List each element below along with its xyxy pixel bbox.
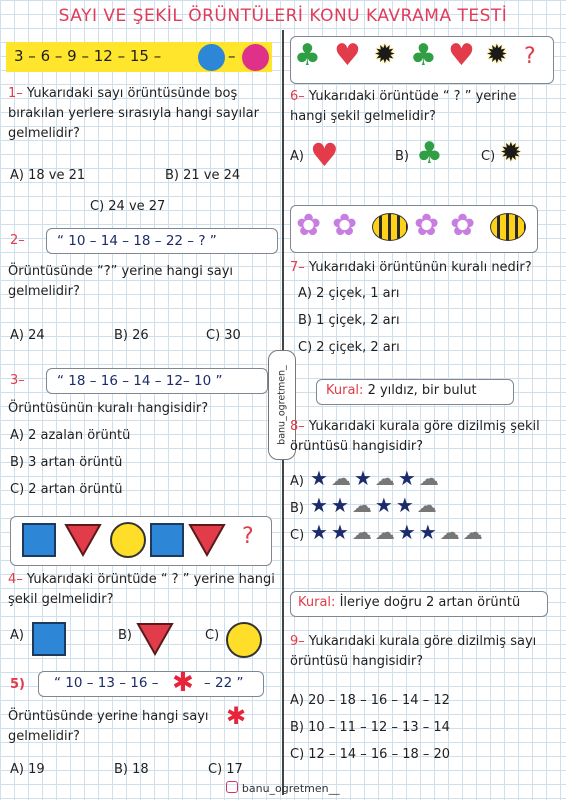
cloud-icon: ☁ <box>439 520 463 544</box>
clover-icon: ♣ <box>416 136 443 171</box>
clover-icon: ♣ <box>410 38 437 73</box>
q2-option-c[interactable]: C) 30 <box>206 328 241 343</box>
asterisk-icon: ✱ <box>172 668 194 698</box>
flower-icon: ✿ <box>414 208 440 243</box>
q9-option-a[interactable]: A) 20 – 18 – 16 – 14 – 12 <box>290 693 450 708</box>
side-watermark-text: banu_ogretmen_ <box>276 365 288 445</box>
black-star-icon: ✹ <box>486 40 508 70</box>
heart-icon: ♥ <box>334 38 361 73</box>
banner-dash: – <box>228 47 236 65</box>
red-triangle-icon <box>136 622 174 656</box>
cloud-icon: ☁ <box>351 520 375 544</box>
question-7 <box>290 258 532 278</box>
q4-option-a[interactable]: A) <box>10 628 24 643</box>
q7-option-a[interactable]: A) 2 çiçek, 1 arı <box>298 286 400 301</box>
question-2-text: Örüntüsünde “?” yerine hangi sayı gelmelidir? <box>8 264 234 299</box>
heart-icon: ♥ <box>310 136 339 174</box>
instagram-icon <box>226 781 238 793</box>
question-6 <box>290 87 556 127</box>
q4-option-b[interactable]: B) <box>118 628 132 643</box>
question-8 <box>290 417 556 457</box>
q5-option-c[interactable]: C) 17 <box>208 762 243 777</box>
flower-icon: ✿ <box>450 208 476 243</box>
q9-option-c[interactable]: C) 12 – 14 – 16 – 18 – 20 <box>290 747 451 762</box>
q6-question-mark: ? <box>524 44 536 69</box>
cloud-icon: ☁ <box>374 466 398 490</box>
q1-option-a[interactable]: A) 18 ve 21 <box>10 168 86 183</box>
q3-option-b[interactable]: B) 3 artan örüntü <box>10 455 123 470</box>
clover-icon: ♣ <box>294 38 321 73</box>
q3-option-a[interactable]: A) 2 azalan örüntü <box>10 428 131 443</box>
q6-option-a[interactable]: A) <box>290 149 304 164</box>
q8-option-c-shapes <box>310 520 486 544</box>
q4-option-c[interactable]: C) <box>205 628 220 643</box>
cloud-icon: ☁ <box>462 520 486 544</box>
q8-option-b[interactable]: B) <box>290 501 304 516</box>
cloud-icon: ☁ <box>418 466 442 490</box>
blue-square-shape <box>150 523 184 557</box>
blue-square-icon <box>32 622 66 656</box>
bee-icon <box>372 213 408 241</box>
blue-square-shape <box>22 523 56 557</box>
cloud-icon: ☁ <box>330 466 354 490</box>
question-1 <box>8 84 276 144</box>
star-icon: ★ <box>397 466 419 490</box>
star-icon: ★ <box>353 466 375 490</box>
rule-1-label: Kural: <box>326 383 364 398</box>
q5-sequence-left: “ 10 – 13 – 16 – <box>54 675 159 691</box>
q1-option-c[interactable]: C) 24 ve 27 <box>90 199 166 214</box>
footer <box>0 781 566 795</box>
question-4-text: Yukarıdaki örüntüde “ ? ” yerine hangi şekil gelmelidir? <box>8 572 275 607</box>
q8-option-a[interactable]: A) <box>290 474 304 489</box>
question-1-text: Yukarıdaki sayı örüntüsünde boş bırakılan yerlere sırasıyla hangi sayılar gelmelidir? <box>8 86 259 141</box>
star-icon: ★ <box>330 493 352 517</box>
star-icon: ★ <box>418 520 440 544</box>
question-6-text: Yukarıdaki örüntüde “ ? ” yerine hangi şekil gelmelidir? <box>290 89 517 124</box>
banner-sequence: 3 – 6 – 9 – 12 – 15 – <box>14 47 162 65</box>
q2-sequence-box: “ 10 – 14 – 18 – 22 – ? ” <box>46 228 278 254</box>
q6-option-c[interactable]: C) <box>481 149 496 164</box>
question-3-number: 3– <box>10 373 25 388</box>
rule-2-label: Kural: <box>298 595 336 610</box>
flower-icon: ✿ <box>332 208 358 243</box>
q5-option-a[interactable]: A) 19 <box>10 762 45 777</box>
yellow-circle-shape <box>110 522 146 558</box>
cloud-icon: ☁ <box>416 493 440 517</box>
black-star-icon: ✹ <box>374 40 396 70</box>
footer-handle: banu_ogretmen__ <box>241 782 340 795</box>
q5-sequence-right: – 22 ” <box>204 675 244 691</box>
cloud-icon: ☁ <box>351 493 375 517</box>
star-icon: ★ <box>395 493 417 517</box>
cloud-icon: ☁ <box>374 520 398 544</box>
q8-option-a-shapes <box>310 466 442 490</box>
q8-option-c[interactable]: C) <box>290 528 305 543</box>
page-title: SAYI VE ŞEKİL ÖRÜNTÜLERİ KONU KAVRAMA TESTİ <box>58 6 508 26</box>
rule-2 <box>298 593 520 613</box>
rule-1-value: 2 yıldız, bir bulut <box>367 383 477 398</box>
question-6-number: 6– <box>290 89 305 104</box>
question-4-number: 4– <box>8 572 23 587</box>
q6-option-b[interactable]: B) <box>395 149 409 164</box>
question-5-number: 5) <box>10 677 25 692</box>
red-triangle-shape <box>64 523 102 557</box>
heart-icon: ♥ <box>448 38 475 73</box>
black-star-icon: ✹ <box>500 138 522 168</box>
question-8-text: Yukarıdaki kurala göre dizilmiş şekil örüntüsü hangisidir? <box>290 419 540 454</box>
q2-option-b[interactable]: B) 26 <box>114 328 149 343</box>
blue-blank-circle <box>198 44 225 71</box>
question-2-number: 2– <box>10 233 25 248</box>
question-7-number: 7– <box>290 260 305 275</box>
q3-option-c[interactable]: C) 2 artan örüntü <box>10 482 123 497</box>
question-4 <box>8 570 276 610</box>
q4-question-mark: ? <box>242 524 254 549</box>
q3-sequence-box: “ 18 – 16 – 14 – 12– 10 ” <box>46 368 268 394</box>
star-icon: ★ <box>310 493 331 517</box>
question-9 <box>290 632 556 672</box>
question-5-text: Örüntüsünde yerine hangi sayı gelmelidir? <box>8 709 209 744</box>
q7-option-b[interactable]: B) 1 çiçek, 2 arı <box>298 313 400 328</box>
flower-icon: ✿ <box>296 208 322 243</box>
question-7-text: Yukarıdaki örüntünün kuralı nedir? <box>308 260 532 275</box>
question-9-text: Yukarıdaki kurala göre dizilmiş sayı örüntüsü hangisidir? <box>290 634 537 669</box>
q9-option-b[interactable]: B) 10 – 11 – 12 – 13 – 14 <box>290 720 450 735</box>
question-9-number: 9– <box>290 634 305 649</box>
star-icon: ★ <box>310 520 331 544</box>
q2-option-a[interactable]: A) 24 <box>10 328 45 343</box>
star-icon: ★ <box>374 493 396 517</box>
q8-option-b-shapes <box>310 493 440 517</box>
bee-icon <box>490 213 526 241</box>
star-icon: ★ <box>330 520 352 544</box>
question-3-text: Örüntüsünün kuralı hangisidir? <box>8 401 209 416</box>
star-icon: ★ <box>397 520 419 544</box>
question-8-number: 8– <box>290 419 305 434</box>
star-icon: ★ <box>310 466 331 490</box>
red-triangle-shape <box>188 523 226 557</box>
q7-option-c[interactable]: C) 2 çiçek, 2 arı <box>298 340 400 355</box>
pink-blank-circle <box>242 44 269 71</box>
q1-option-b[interactable]: B) 21 ve 24 <box>165 168 241 183</box>
yellow-circle-icon <box>226 622 262 658</box>
rule-2-value: İleriye doğru 2 artan örüntü <box>339 595 521 610</box>
q5-option-b[interactable]: B) 18 <box>114 762 149 777</box>
rule-1 <box>326 381 477 401</box>
question-1-number: 1– <box>8 86 23 101</box>
asterisk-icon: ✱ <box>226 702 247 730</box>
